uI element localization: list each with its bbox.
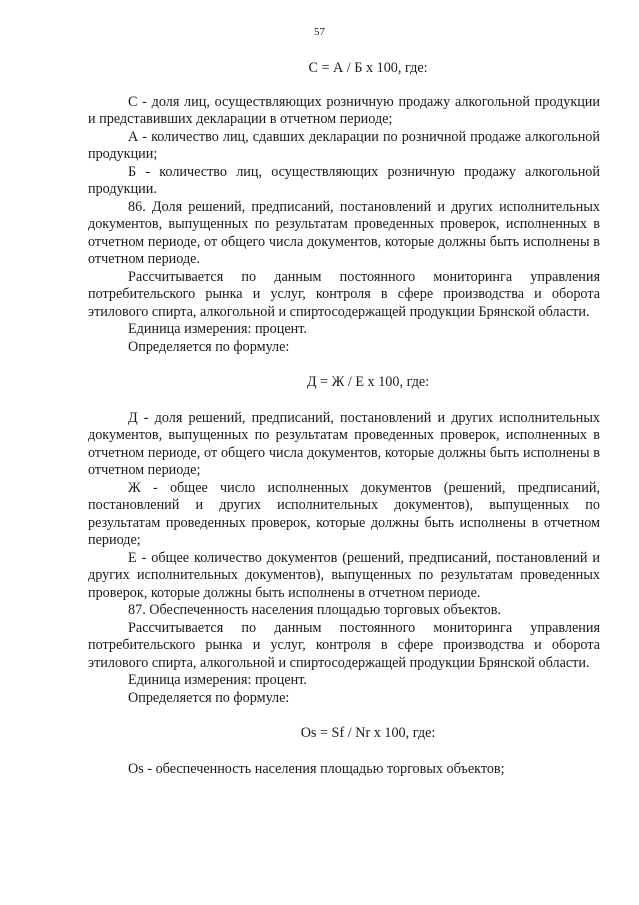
item-86-title: 86. Доля решений, предписаний, постановлений и других исполнительных документов, выпущенных по результатам проведенных проверок, исполненных в отчетном периоде, от общего числа документов, которые должны быть исполнены в отчетном периоде. [88,198,600,267]
definition-e: Е - общее количество документов (решений, предписаний, постановлений и других исполнительных документов), выпущенных по результатам проведенных проверок, которые должны быть исполнены в отчетном периоде. [88,549,600,601]
page-content [88,60,600,778]
page-number: 57 [314,26,325,38]
item-86-formula-intro: Определяется по формуле: [128,338,290,355]
definition-c: С - доля лиц, осуществляющих розничную продажу алкогольной продукции и представивших декларации в отчетном периоде; [88,93,600,127]
definition-os: Os - обеспеченность населения площадью торговых объектов; [128,760,505,777]
definition-b: Б - количество лиц, осуществляющих розничную продажу алкогольной продукции. [88,163,600,197]
item-86-unit: Единица измерения: процент. [128,321,307,337]
item-87-formula-intro: Определяется по формуле: [128,689,290,706]
definition-zh: Ж - общее число исполненных документов (решений, предписаний, постановлений и других исполнительных документов), выпущенных по результатам проведенных проверок, которые должны быть исполнены в отчетном периоде; [88,479,600,548]
item-87-source: Рассчитывается по данным постоянного мониторинга управления потребительского рынка и услуг, контроля в сфере производства и оборота этилового спирта, алкогольной и спиртосодержащей продукции Брянской области. [88,619,600,671]
item-87-unit: Единица измерения: процент. [128,672,307,688]
formula-os: Os = Sf / Nr х 100, где: [300,725,436,741]
definition-d: Д - доля решений, предписаний, постановлений и других исполнительных документов, выпущенных по результатам проведенных проверок, исполненных в отчетном периоде, от общего числа документов, которые должны быть исполнены в отчетном периоде; [88,409,600,478]
definition-a: А - количество лиц, сдавших декларации по розничной продаже алкогольной продукции; [88,128,600,162]
formula-d: Д = Ж / Е х 100, где: [306,374,430,390]
item-86-source: Рассчитывается по данным постоянного мониторинга управления потребительского рынка и услуг, контроля в сфере производства и оборота этилового спирта, алкогольной и спиртосодержащей продукции Брянской области. [88,268,600,320]
item-87-title: 87. Обеспеченность населения площадью торговых объектов. [128,602,502,618]
formula-c: С = А / Б х 100, где: [308,60,428,76]
